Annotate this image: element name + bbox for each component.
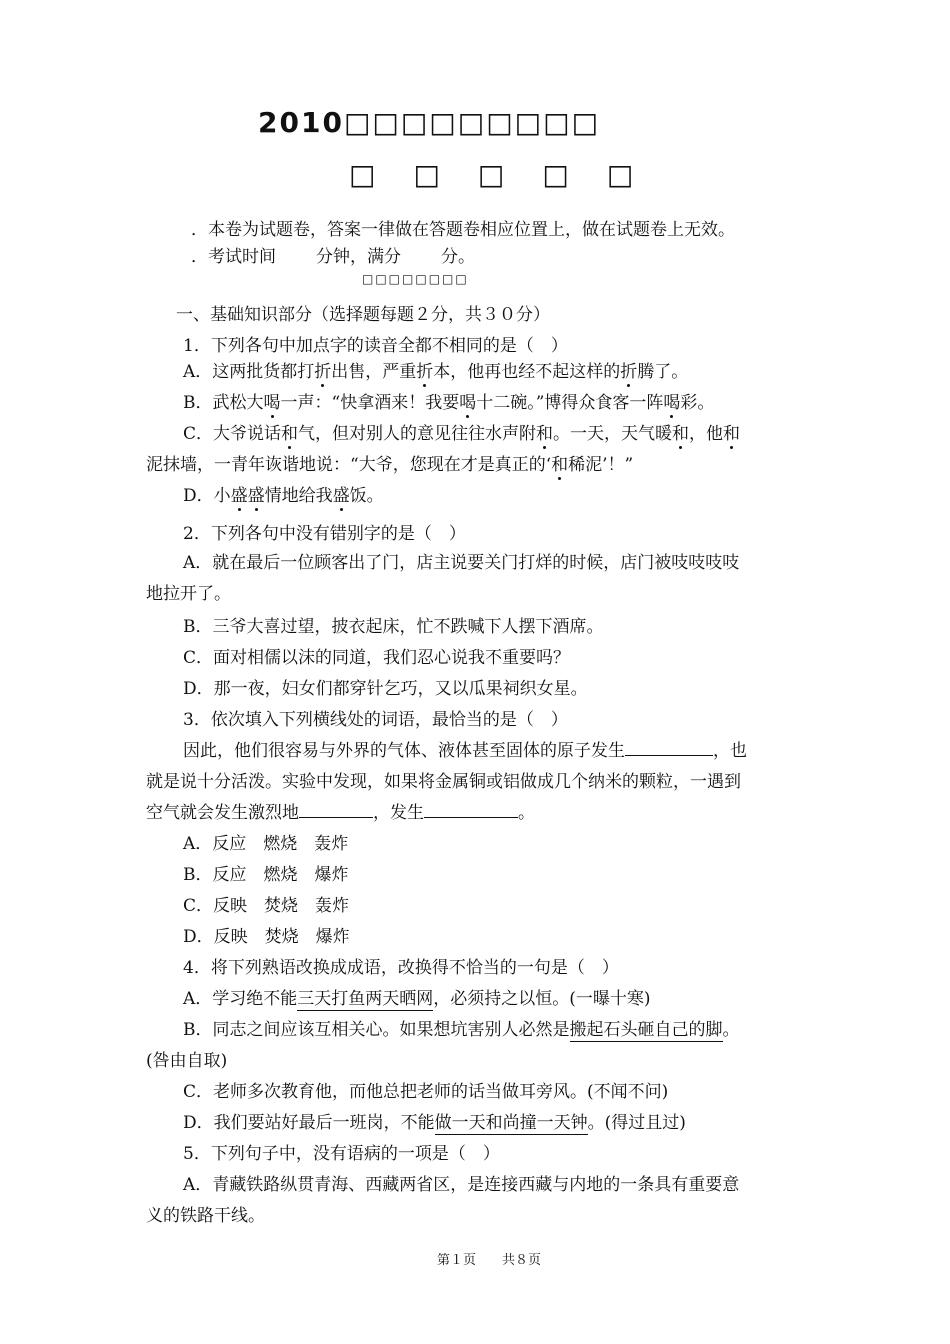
q1-stem: 1．下列各句中加点字的读音全都不相同的是（ ） [183, 336, 568, 356]
q2-option-d: D．那一夜，妇女们都穿针乞巧，又以瓜果祠织女星。 [183, 679, 588, 699]
q3-option-c: C．反映 焚烧 轰炸 [183, 896, 350, 916]
q3-option-b: B．反应 燃烧 爆炸 [183, 865, 349, 885]
q5-stem: 5．下列句子中，没有语病的一项是（ ） [183, 1144, 500, 1164]
q4-option-c: C．老师多次教育他，而他总把老师的话当做耳旁风。(不闻不问) [183, 1082, 669, 1102]
q2-option-a-line2: 地拉开了。 [146, 584, 231, 604]
q1-option-c-line1: C．大爷说话和气，但对别人的意见往往水声附和。一天，天气暖和，他和 [183, 424, 741, 444]
q1-option-c-line2: 泥抹墙，一青年诙谐地说：“大爷，您现在才是真正的‘和稀泥’！” [146, 455, 634, 475]
instruction-1: ．本卷为试题卷，答案一律做在答题卷相应位置上，做在试题卷上无效。 [191, 220, 735, 240]
q5-option-a-line2: 义的铁路干线。 [146, 1206, 265, 1226]
q3-passage-line1: 因此，他们很容易与外界的气体、液体甚至固体的原子发生 ，也 [183, 741, 747, 761]
q4-stem: 4．将下列熟语改换成成语，改换得不恰当的一句是（ ） [183, 958, 619, 978]
q2-stem: 2．下列各句中没有错别字的是（ ） [183, 524, 466, 544]
q2-option-b: B．三爷大喜过望，披衣起床，忙不跌喊下人摆下酒席。 [183, 617, 604, 637]
blank-2 [299, 803, 373, 818]
title-text: □□□□□□□□□ [343, 106, 601, 139]
q3-passage-line2: 就是说十分活泼。实验中发现，如果将金属铜或铝做成几个纳米的颗粒，一遇到 [146, 772, 741, 792]
q1-option-b: B．武松大喝一声：“快拿酒来！我要喝十二碗。”博得众食客一阵喝彩。 [183, 393, 715, 413]
exam-title [258, 106, 600, 139]
q4-option-b-line2: (咎由自取) [146, 1051, 228, 1071]
q2-option-c: C．面对相儒以沫的同道，我们忍心说我不重要吗？ [183, 648, 571, 668]
blank-1 [625, 741, 713, 756]
q1-option-a: A．这两批货都打折出售，严重折本，他再也经不起这样的折腾了。 [183, 362, 689, 382]
q4-option-a: A．学习绝不能三天打鱼两天晒网，必须持之以恒。(一曝十寒) [183, 989, 651, 1009]
section-heading: 一、基础知识部分（选择题每题２分，共３０分） [176, 305, 550, 325]
q3-option-a: A．反应 燃烧 轰炸 [183, 834, 349, 854]
q2-option-a-line1: A．就在最后一位顾客出了门，店主说要关门打烊的时候，店门被吱吱吱吱 [183, 553, 740, 573]
title-year: 2010 [258, 106, 344, 139]
q3-stem: 3．依次填入下列横线处的词语，最恰当的是（ ） [183, 710, 568, 730]
q4-option-d: D．我们要站好最后一班岗，不能做一天和尚撞一天钟。(得过且过) [183, 1113, 686, 1133]
q5-option-a-line1: A．青藏铁路纵贯青海、西藏两省区，是连接西藏与内地的一条具有重要意 [183, 1175, 740, 1195]
exam-subtitle: □□□□□ [349, 158, 672, 191]
section-note: □□□□□□□□ [362, 272, 469, 286]
q4-option-b-line1: B．同志之间应该互相关心。如果想坑害别人必然是搬起石头砸自己的脚。 [183, 1020, 740, 1040]
blank-3 [424, 803, 518, 818]
q1-option-d: D．小盛盛情地给我盛饭。 [183, 486, 384, 506]
q3-option-d: D．反映 焚烧 爆炸 [183, 927, 350, 947]
page-footer: 第１页 共８页 [437, 1253, 542, 1268]
instruction-2: ．考试时间 分钟，满分 分。 [191, 247, 475, 267]
q3-passage-line3: 空气就会发生激烈地 ，发生 。 [146, 803, 535, 823]
